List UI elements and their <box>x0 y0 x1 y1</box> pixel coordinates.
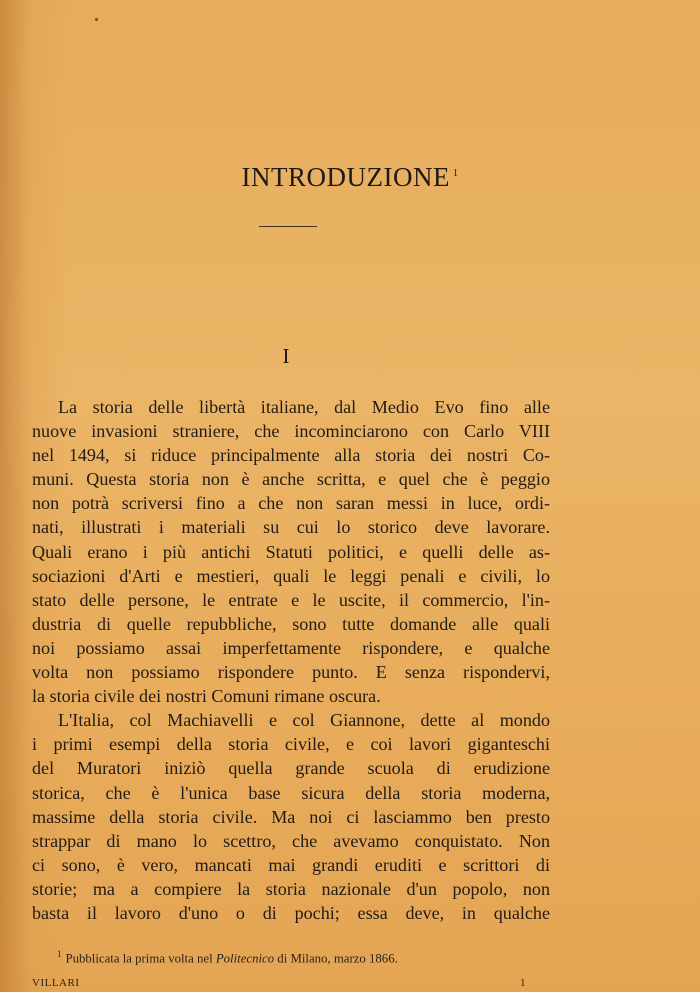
title-footnote-marker: 1 <box>452 168 459 179</box>
text-line: strappar di mano lo scettro, che avevamo conquistato. Non <box>32 830 550 851</box>
section-number: I <box>282 344 290 368</box>
paragraph <box>32 708 550 925</box>
text-line: L'Italia, col Machiavelli e col Giannone, dette al mondo <box>58 710 550 731</box>
text-line: nel 1494, si riduce principalmente alla storia dei nostri Co- <box>32 445 550 466</box>
signature-number: 1 <box>520 977 526 989</box>
text-line: nuove invasioni straniere, che incominciarono con Carlo VIII <box>32 421 550 442</box>
text-line: La storia delle libertà italiane, dal Medio Evo fino alle <box>58 397 550 417</box>
text-line: Quali erano i più antichi Statuti politici, e quelli delle as- <box>32 541 550 562</box>
footnote-italic-title: Politecnico <box>215 951 275 966</box>
footnote-text-after: di Milano, marzo 1866. <box>274 951 398 966</box>
title-rule <box>259 226 317 227</box>
text-line: del Muratori iniziò quella grande scuola di erudizione <box>32 758 550 779</box>
text-line: storica, che è l'unica base sicura della storia moderna, <box>32 782 550 803</box>
text-line: noi possiamo assai imperfettamente rispondere, e qualche <box>32 637 550 658</box>
text-line: storie; ma a compiere la storia nazionale d'un popolo, non <box>32 878 550 899</box>
text-line: sociazioni d'Arti e mestieri, quali le leggi penali e civili, lo <box>32 565 550 586</box>
text-line: ci sono, è vero, mancati mai grandi eruditi e scrittori di <box>32 854 550 875</box>
text-line: muni. Questa storia non è anche scritta, e quel che è peggio <box>32 469 550 490</box>
chapter-title-text: INTRODUZIONE <box>241 162 450 192</box>
chapter-title <box>0 162 700 193</box>
text-line: basta il lavoro d'uno o di pochi; essa deve, in qualche <box>32 902 550 923</box>
footnote-marker: 1 <box>57 949 62 959</box>
text-line: dustria di quelle repubbliche, sono tutte domande alle quali <box>32 613 550 634</box>
text-line: i primi esempi della storia civile, e coi lavori giganteschi <box>32 734 550 755</box>
text-line: la storia civile dei nostri Comuni rimane oscura. <box>32 686 381 707</box>
body-text <box>32 395 550 925</box>
footnote <box>57 949 527 966</box>
text-line: non potrà scriversi fino a che non saran messi in luce, ordi- <box>32 493 550 514</box>
text-line: volta non possiamo rispondere punto. E senza rispondervi, <box>32 662 550 683</box>
paragraph <box>32 395 550 708</box>
text-line: stato delle persone, le entrate e le uscite, il commercio, l'in- <box>32 589 550 610</box>
text-line: massime della storia civile. Ma noi ci lasciammo ben presto <box>32 806 550 827</box>
paper-speck <box>95 18 98 21</box>
footnote-text-before: Pubblicata la prima volta nel <box>65 951 216 966</box>
text-line: nati, illustrati i materiali su cui lo storico deve lavorare. <box>32 517 550 538</box>
printer-signature: VILLARI <box>32 977 80 989</box>
